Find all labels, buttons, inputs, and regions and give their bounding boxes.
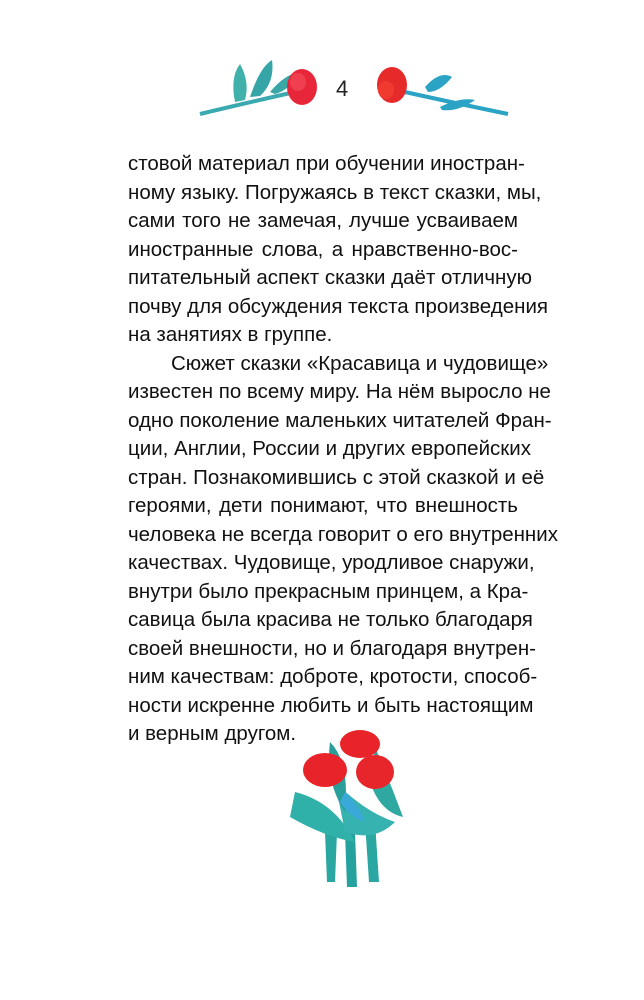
text-line: ции, Англии, России и других европейских (128, 437, 531, 460)
text-line: сами того не замечая, лучше усваиваем (128, 209, 518, 232)
text-line: стран. Познакомившись с этой сказкой и её (128, 465, 545, 489)
text-line: питательный аспект сказки даёт отличную (128, 266, 532, 289)
text-line: героями, дети понимают, что внешность (128, 494, 518, 517)
text-line: внутри было прекрасным принцем, а Кра- (128, 579, 529, 603)
right-rose-icon (377, 67, 508, 114)
text-line: ному языку. Погружаясь в текст сказки, мы, (128, 180, 542, 204)
text-line: человека не всегда говорит о его внутренних (128, 522, 558, 546)
text-line: ности искренне любить и быть настоящим (128, 693, 534, 717)
text-line: савица была красива не только благодаря (128, 608, 533, 631)
page-number: 4 (336, 76, 349, 101)
text-line: одно поколение маленьких читателей Фран- (128, 408, 552, 432)
rose-bouquet-illustration (285, 722, 410, 892)
text-line: почву для обсуждения текста произведения (128, 294, 548, 318)
text-line: известен по всему миру. На нём выросло не (128, 380, 551, 403)
text-line: качествах. Чудовище, уродливое снаружи, (128, 551, 535, 574)
text-line: ним качествам: доброте, кротости, способ- (128, 665, 538, 688)
text-line: и верным другом. (128, 722, 297, 745)
text-line: своей внешности, но и благодаря внутрен- (128, 636, 536, 660)
text-line: иностранные слова, а нравственно-вос- (128, 237, 518, 261)
text-line: стовой материал при обучении иностран- (128, 152, 525, 175)
left-rose-icon (200, 60, 317, 114)
paragraph (128, 150, 548, 350)
text-line: на занятиях в группе. (128, 323, 333, 346)
body-text (128, 150, 558, 749)
text-line: Сюжет сказки «Красавица и чудовище» (171, 351, 549, 375)
paragraph (128, 350, 558, 749)
rose-header-decoration (190, 52, 520, 122)
